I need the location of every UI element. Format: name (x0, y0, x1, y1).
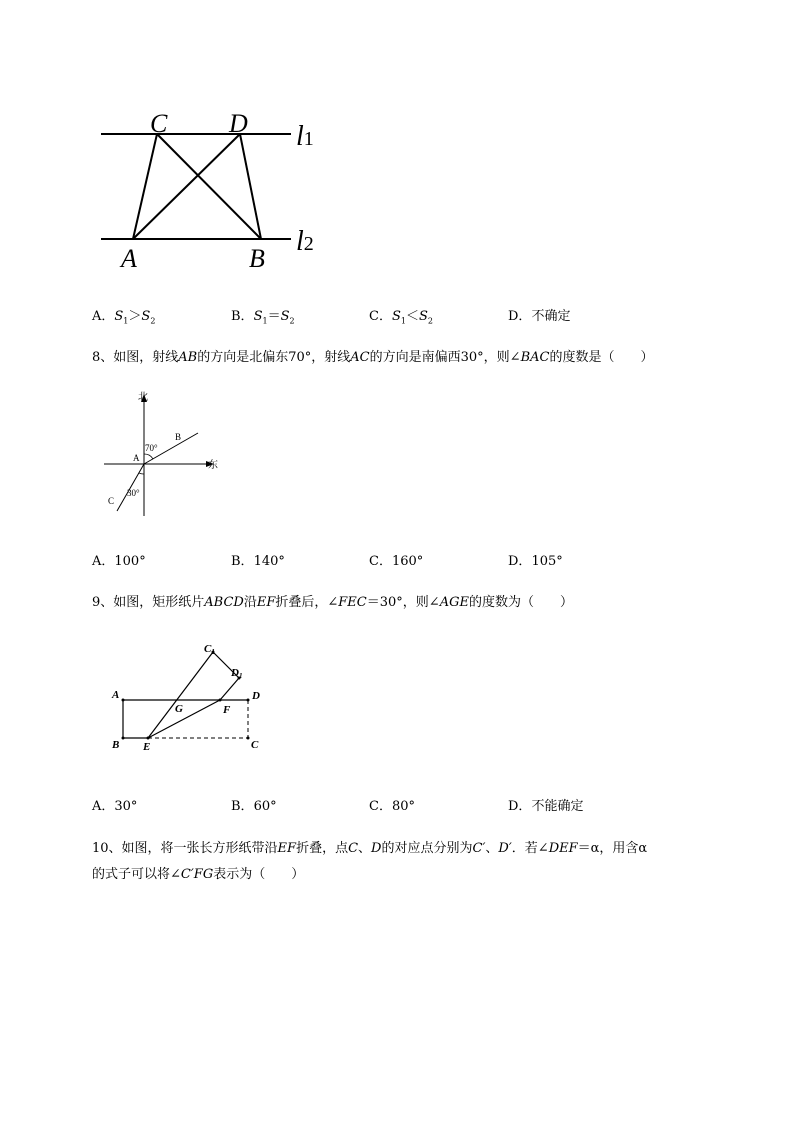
label-G: G (175, 703, 183, 715)
label-angle-30: 30° (127, 488, 140, 498)
text-run: AB (178, 350, 198, 365)
edge-EF (148, 700, 220, 738)
text-run: 60° (253, 799, 277, 814)
option-letter: B． (231, 554, 254, 569)
text-run: S (280, 309, 290, 324)
q10-stem-line2 (92, 863, 304, 882)
q8-stem (92, 346, 653, 365)
text-run: 2 (427, 316, 433, 326)
text-run: 不能确定 (531, 799, 584, 814)
text-run: C′FG (180, 867, 214, 882)
text-run: 1 (262, 316, 268, 326)
segment-CA (133, 134, 157, 239)
segment-DA (133, 134, 240, 239)
text-run: 的方向是北偏东70°，射线 (197, 350, 351, 365)
text-run: S (141, 309, 151, 324)
text-run: 160° (391, 554, 424, 569)
text-run: S (418, 309, 428, 324)
text-run: ＞ (128, 309, 142, 324)
text-run: S (391, 309, 401, 324)
option-letter: D． (508, 799, 532, 814)
text-run: 的方向是南偏西30°，则∠ (369, 350, 521, 365)
label-B: B (175, 432, 182, 442)
option-letter: C． (369, 309, 392, 324)
text-run: 折叠后，∠ (275, 595, 339, 610)
text-run: 2 (289, 316, 295, 326)
text-run: 不确定 (531, 309, 571, 324)
text-run: 的度数是（ ） (549, 350, 654, 365)
q8-option-d (508, 550, 563, 569)
q9-option-a (92, 795, 137, 814)
label-C: C (108, 496, 115, 506)
text-run: C (348, 841, 359, 856)
q8-option-b (231, 550, 285, 569)
label-E: E (143, 741, 151, 753)
text-run: BAC (520, 350, 550, 365)
text-run: FEC (338, 595, 367, 610)
text-run: S (114, 309, 124, 324)
q9-option-c (369, 795, 415, 814)
text-run: ＜ (405, 309, 419, 324)
text-run: 的式子可以将∠ (92, 867, 181, 882)
text-run: D′ (498, 841, 512, 856)
text-run: ．若∠ (511, 841, 549, 856)
segment-DB (240, 134, 261, 239)
q7-option-c (369, 305, 433, 326)
q7-option-d (508, 305, 570, 324)
text-run: 10、如图，将一张长方形纸带沿 (92, 841, 278, 856)
text-run: 8、如图，射线 (92, 350, 179, 365)
text-run: 的度数为（ ） (468, 595, 573, 610)
label-D1: D1 (231, 667, 243, 680)
label-B: B (112, 739, 120, 751)
figure-compass (98, 390, 228, 520)
option-letter: C． (369, 554, 392, 569)
text-run: DEF (548, 841, 578, 856)
text-run: AGE (439, 595, 469, 610)
label-east: 东 (208, 460, 218, 471)
text-run: EF (256, 595, 276, 610)
label-A: A (133, 453, 140, 463)
option-letter: D． (508, 554, 532, 569)
text-run: 30° (114, 799, 138, 814)
label-north: 北 (138, 392, 148, 403)
q8-option-c (369, 550, 423, 569)
text-run: 2 (150, 316, 156, 326)
text-run: 9、如图，矩形纸片 (92, 595, 205, 610)
option-letter: A． (92, 799, 115, 814)
label-F: F (223, 704, 231, 716)
option-letter: A． (92, 309, 115, 324)
option-letter: C． (369, 799, 392, 814)
figure-folded-rectangle (108, 640, 268, 755)
text-run: 1 (400, 316, 406, 326)
q9-option-d (508, 795, 583, 814)
text-run: 、 (485, 841, 499, 856)
text-run: ＝α，用含α (577, 841, 648, 856)
text-run: 、 (358, 841, 372, 856)
edge-EC1 (148, 652, 213, 738)
q8-option-a (92, 550, 146, 569)
text-run: 折叠，点 (296, 841, 349, 856)
text-run: 1 (123, 316, 129, 326)
label-C: C (251, 739, 259, 751)
text-run: 100° (114, 554, 146, 569)
text-run: 140° (253, 554, 285, 569)
q9-option-b (231, 795, 277, 814)
option-letter: B． (231, 799, 254, 814)
text-run: C′ (472, 841, 486, 856)
label-l2: l2 (296, 226, 314, 257)
text-run: ABCD (204, 595, 244, 610)
label-A: A (121, 244, 137, 273)
label-l1: l1 (296, 121, 314, 152)
q9-stem (92, 591, 573, 610)
q7-option-a (92, 305, 155, 326)
label-D: D (252, 690, 260, 702)
option-letter: B． (231, 309, 254, 324)
option-letter: D． (508, 309, 532, 324)
label-B: B (249, 244, 265, 273)
q10-stem-line1 (92, 837, 647, 856)
text-run: S (253, 309, 263, 324)
text-run: ＝30°，则∠ (366, 595, 440, 610)
text-run: EF (277, 841, 297, 856)
text-run: 的对应点分别为 (381, 841, 473, 856)
text-run: 沿 (243, 595, 257, 610)
q7-option-b (231, 305, 295, 326)
label-D: D (229, 109, 248, 138)
text-run: D (371, 841, 382, 856)
label-C: C (150, 109, 168, 138)
text-run: ＝ (267, 309, 281, 324)
label-A: A (112, 689, 120, 701)
text-run: AC (350, 350, 370, 365)
figure-parallel-lines (95, 105, 335, 275)
label-angle-70: 70° (145, 443, 158, 453)
segment-CB (157, 134, 261, 239)
text-run: 表示为（ ） (213, 867, 305, 882)
option-letter: A． (92, 554, 115, 569)
text-run: 80° (391, 799, 415, 814)
text-run: 105° (531, 554, 563, 569)
edge-D1F (220, 678, 239, 700)
label-C1: C1 (204, 643, 215, 656)
